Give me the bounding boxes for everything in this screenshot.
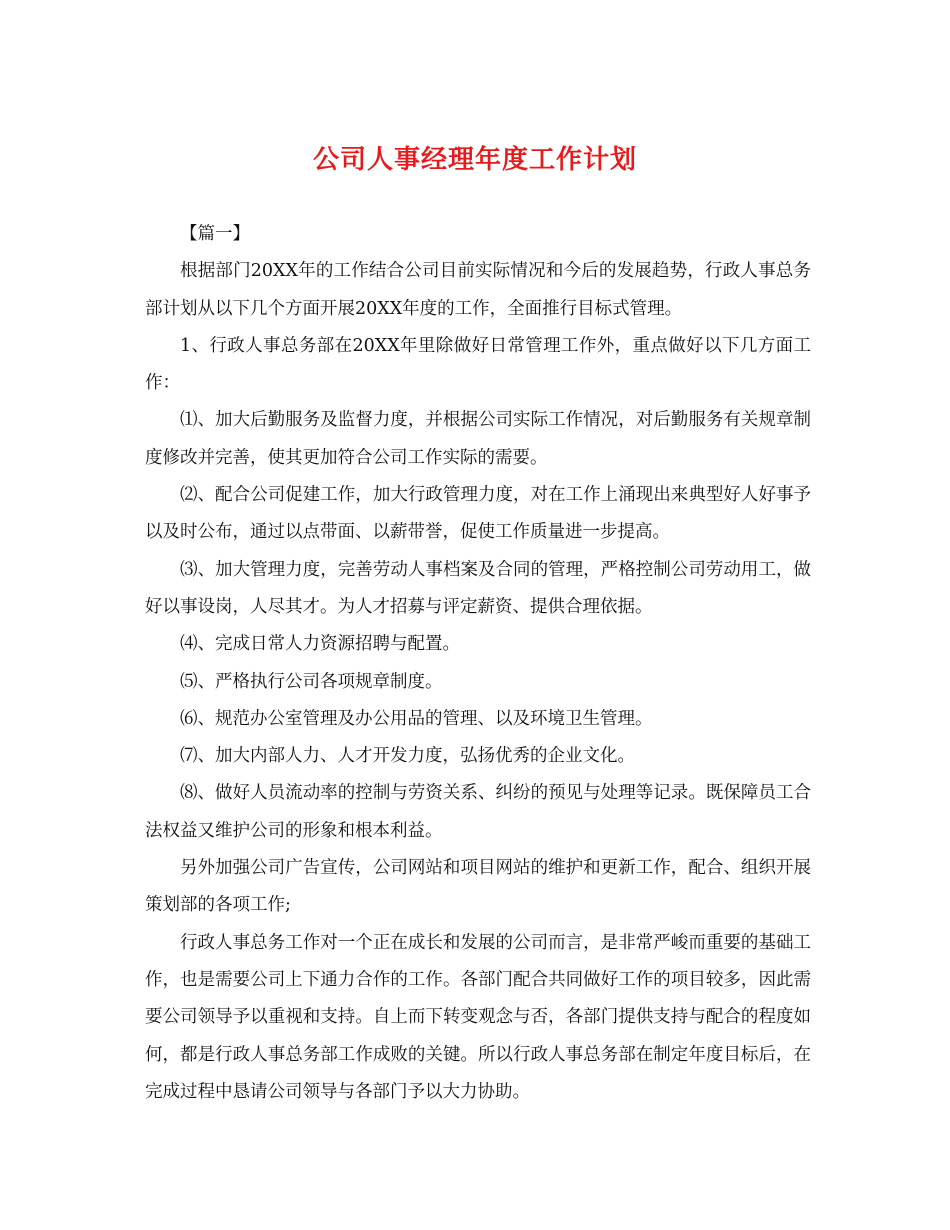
list-item: ⑺、加大内部人力、人才开发力度，弘扬优秀的企业文化。	[180, 746, 635, 767]
list-item: ⑵、配合公司促建工作，加大行政管理力度，对在工作上涌现出来典型好人好事予以及时公布，通过以点带面、以薪带誉，促使工作质量进一步提高。	[145, 485, 811, 543]
list-item: ⑴、加大后勤服务及监督力度，并根据公司实际工作情况，对后勤服务有关规章制度修改并完善，使其更加符合公司工作实际的需要。	[145, 410, 811, 468]
list-item: ⑷、完成日常人力资源招聘与配置。	[180, 634, 460, 655]
paragraph: 1、行政人事总务部在20XX年里除做好日常管理工作外，重点做好以下几方面工作：	[145, 335, 811, 394]
list-item: ⑻、做好人员流动率的控制与劳资关系、纠纷的预见与处理等记录。既保障员工合法权益又维护公司的形象和根本利益。	[145, 783, 811, 841]
paragraph: 根据部门20XX年的工作结合公司目前实际情况和今后的发展趋势，行政人事总务部计划从以下几个方面开展20XX年度的工作，全面推行目标式管理。	[145, 261, 811, 319]
section-heading: 【篇一】	[180, 224, 250, 244]
list-item: ⑸、严格执行公司各项规章制度。	[180, 671, 443, 692]
list-item: ⑶、加大管理力度，完善劳动人事档案及合同的管理，严格控制公司劳动用工，做好以事设岗，人尽其才。为人才招募与评定薪资、提供合理依据。	[145, 559, 811, 617]
paragraph: 行政人事总务工作对一个正在成长和发展的公司而言，是非常严峻而重要的基础工作，也是需要公司上下通力合作的工作。各部门配合共同做好工作的项目较多，因此需要公司领导予以重视和支持。自上而下转变观念与否，各部门提供支持与配合的程度如何，都是行政人事总务部工作成败的关键。所以行政人事总务部在制定年度目标后，在完成过程中恳请公司领导与各部门予以大力协助。	[145, 932, 811, 1102]
document-title: 公司人事经理年度工作计划	[312, 145, 637, 175]
paragraph: 另外加强公司广告宣传，公司网站和项目网站的维护和更新工作，配合、组织开展策划部的各项工作;	[145, 858, 811, 916]
document-body	[145, 216, 811, 1111]
list-item: ⑹、规范办公室管理及办公用品的管理、以及环境卫生管理。	[180, 708, 653, 729]
